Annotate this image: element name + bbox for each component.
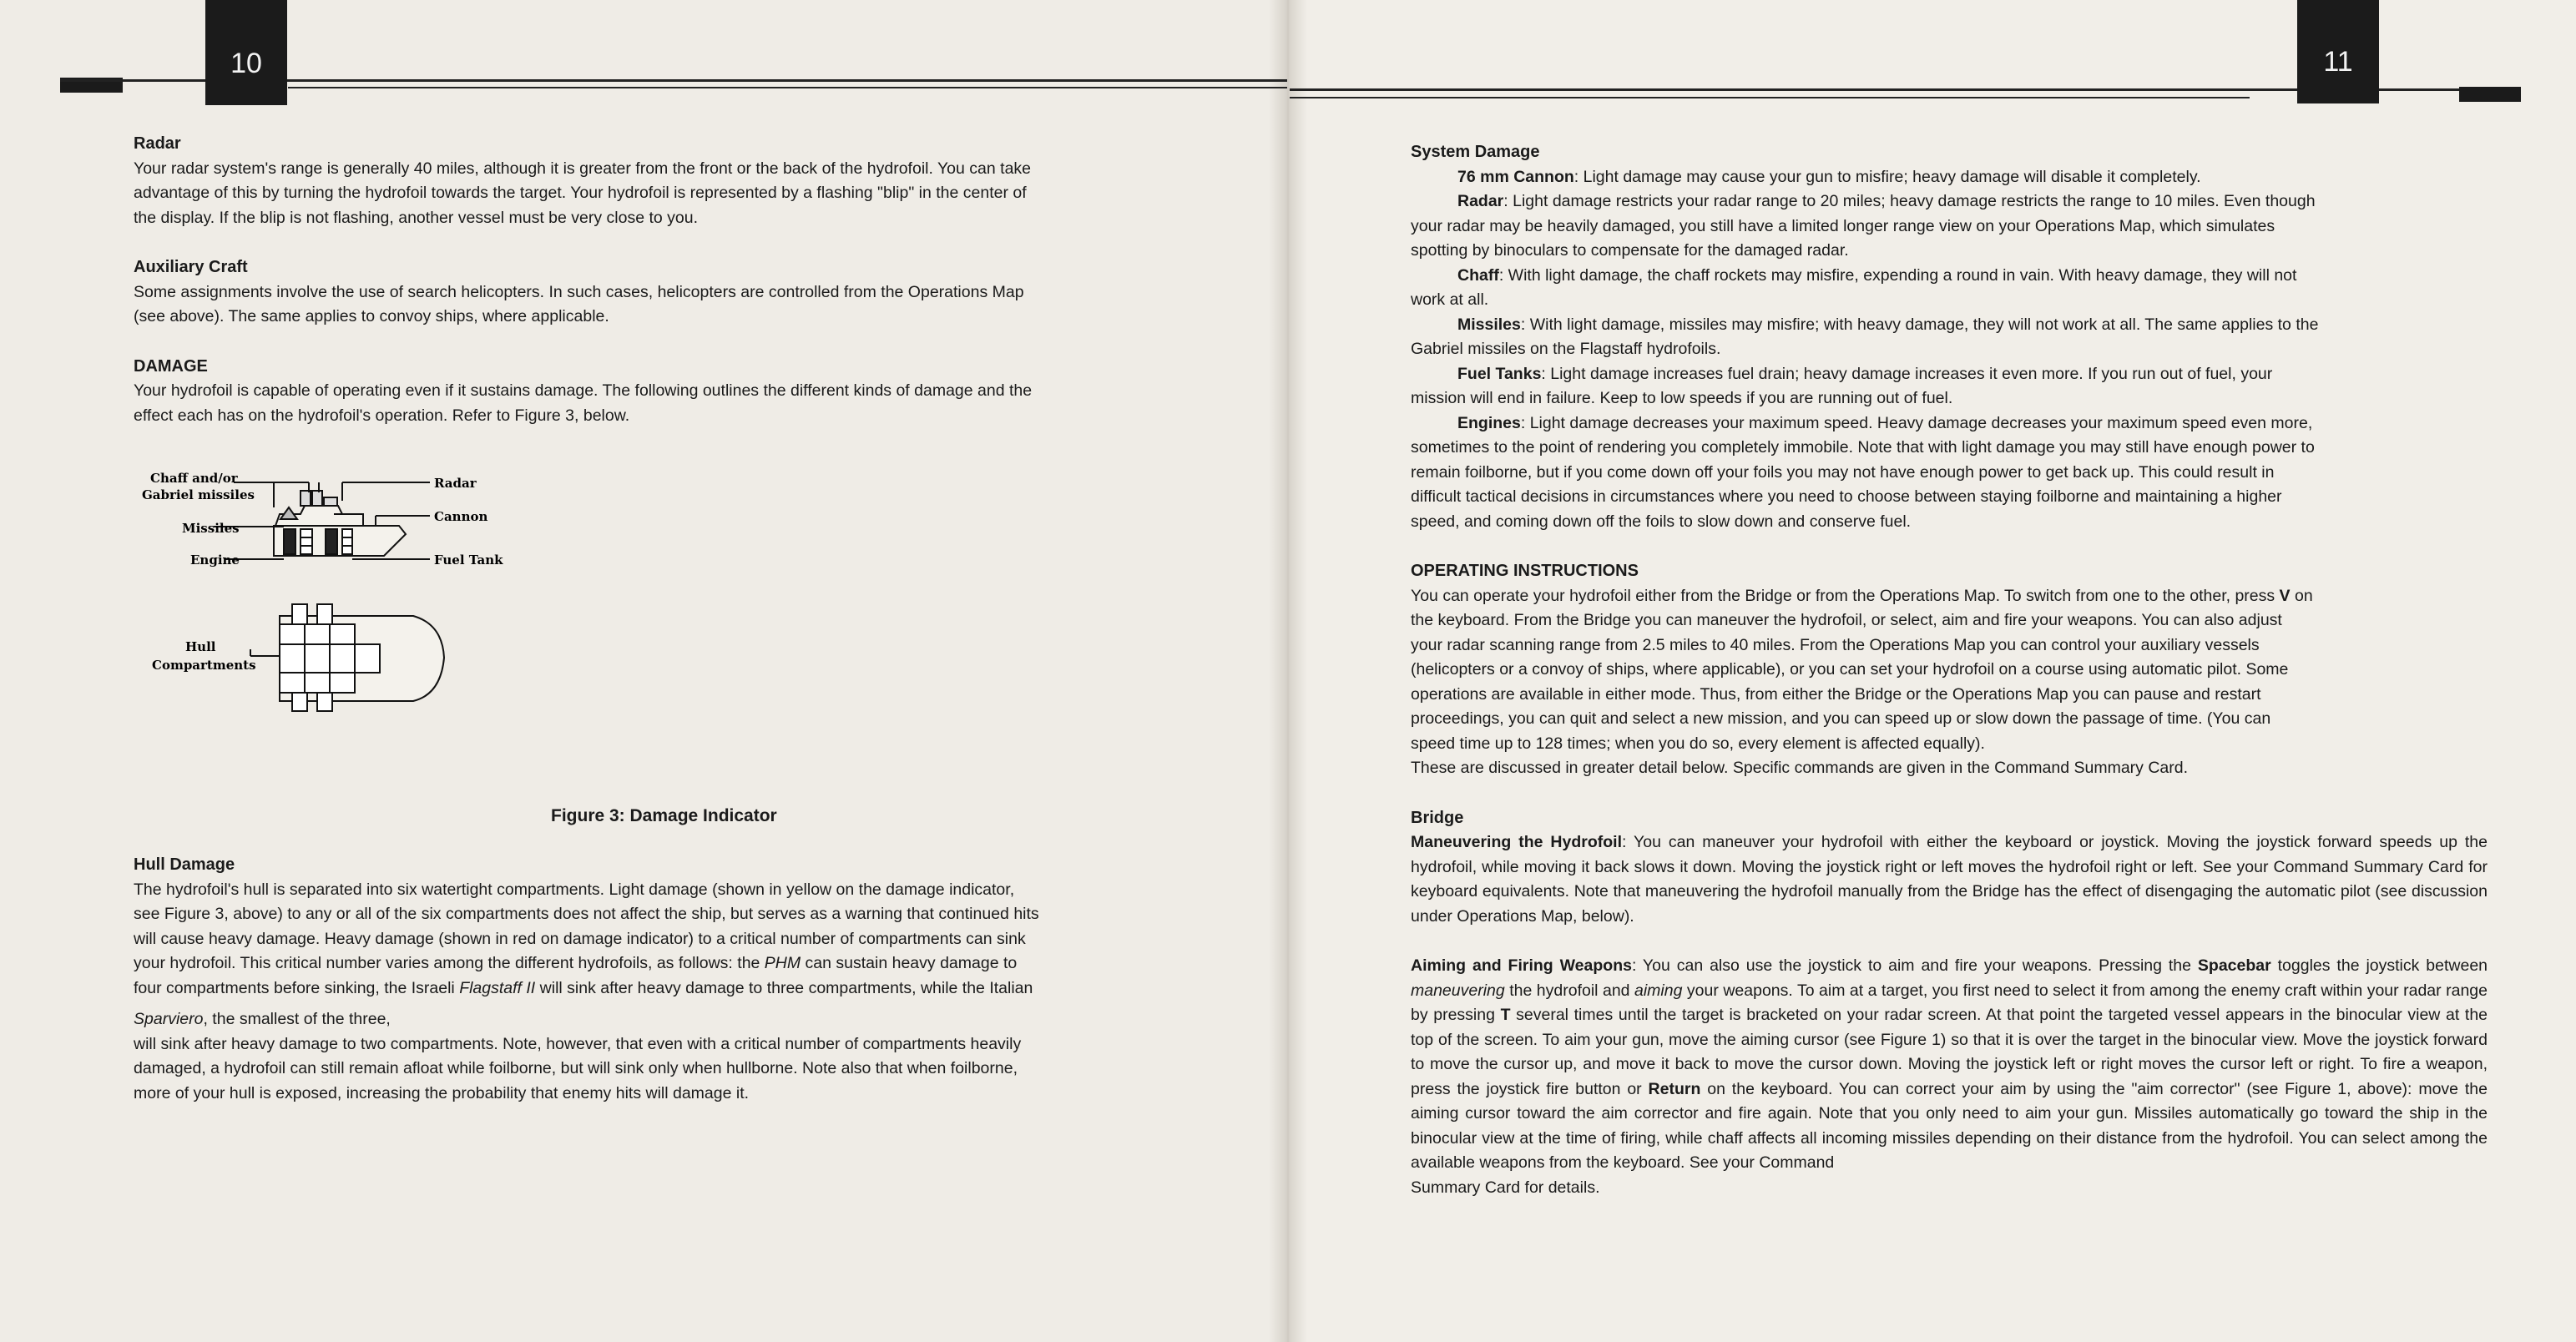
left-column — [134, 132, 1152, 428]
body-line: effect each has on the hydrofoil's operation. Refer to Figure 3, below. — [134, 406, 630, 425]
body-line: work at all. — [1411, 290, 1489, 309]
body-line: Chaff: With light damage, the chaff rockets may misfire, expending a round in vain. With heavy damage, they will not — [1457, 265, 2297, 285]
damage-indicator-diagram — [134, 457, 518, 716]
right-page-number-tab — [2297, 0, 2379, 103]
body-line: operations are available in either mode. Thus, from either the Bridge or the Operations Map you can pause and restart — [1411, 684, 2261, 704]
body-line: Your radar system's range is generally 40 miles, although it is greater from the front or the back of the hydrofoil. You can take — [134, 159, 1032, 178]
body-line: four compartments before sinking, the Israeli Flagstaff II will sink after heavy damage to three compartments, while the Italian — [134, 978, 1033, 997]
body-line: Fuel Tanks: Light damage increases fuel drain; heavy damage increases it even more. If you run out of fuel, your — [1457, 364, 2273, 383]
body-line: (see above). The same applies to convoy ships, where applicable. — [134, 307, 609, 325]
body-line: mission will end in failure. Keep to low speeds if you are running out of fuel. — [1411, 389, 1953, 407]
body-line: will sink after heavy damage to two compartments. Note, however, that even with a critical number of compartments heavily — [134, 1034, 1022, 1053]
body-line: spotting by binoculars to compensate for the damaged radar. — [1411, 241, 1849, 260]
hull-label: Hull — [185, 639, 216, 654]
missiles-label: Missiles — [182, 521, 240, 536]
body-line: your radar may be heavily damaged, you still have a limited longer range view on your Operations Map, which simulates — [1411, 216, 2275, 235]
radar-label: Radar — [434, 476, 477, 491]
body-line: 76 mm Cannon: Light damage may cause your gun to misfire; heavy damage will disable it completely. — [1457, 167, 2201, 186]
body-line: (helicopters or a convoy of ships, where applicable), or you can set your hydrofoil on a course using automatic pilot. Some — [1411, 660, 2289, 679]
body-line: Gabriel missiles on the Flagstaff hydrofoils. — [1411, 340, 1721, 358]
section-heading: Hull Damage — [134, 855, 235, 874]
page-number: 11 — [2323, 46, 2353, 78]
page-number: 10 — [230, 48, 262, 79]
right-header-rule-2 — [1290, 97, 2250, 98]
body-line: advantage of this by turning the hydrofoil towards the target. Your hydrofoil is represented by a flashing "blip" in the center of — [134, 184, 1027, 202]
body-line: more of your hull is exposed, increasing the probability that enemy hits will damage it. — [134, 1083, 750, 1102]
body-line: speed, and coming down off the foils to slow down and conserve fuel. — [1411, 512, 1912, 531]
book-gutter — [1269, 0, 1307, 1342]
body-line: your radar scanning range from 2.5 miles to 40 miles. From the Operations Map you can control your auxiliary vessels — [1411, 635, 2260, 654]
compartments-label: Compartments — [152, 658, 256, 673]
body-line: Sparviero, the smallest of the three, — [134, 1010, 391, 1028]
body-line: damaged, a hydrofoil can still remain afloat while foilborne, but will sink only when hullborne. Note also that when foilborne, — [134, 1059, 1018, 1077]
right-column — [1411, 140, 2488, 1200]
body-line: your hydrofoil. This critical number varies among the different hydrofoils, as follows: the PHM can sustain heavy damage to — [134, 954, 1018, 972]
body-line: will cause heavy damage. Heavy damage (shown in red on damage indicator) to a critical number of compartments can sink — [134, 929, 1026, 948]
left-page-number-tab — [205, 0, 287, 105]
section-heading: Radar — [134, 134, 181, 153]
body-line: sometimes to the point of rendering you completely immobile. Note that with light damage you may still have enough power to — [1411, 438, 2315, 457]
cannon-label: Cannon — [434, 509, 488, 524]
body-line: see Figure 3, above) to any or all of the six compartments does not affect the ship, but serves as a warning that continued hits — [134, 905, 1039, 923]
gabriel-label: Gabriel missiles — [142, 487, 255, 502]
body-line: Missiles: With light damage, missiles may misfire; with heavy damage, they will not work at all. The same applies to the — [1457, 315, 2319, 334]
body-line: speed time up to 128 times; when you do so, every element is affected equally). — [1411, 734, 1985, 753]
body-line: the display. If the blip is not flashing, another vessel must be very close to you. — [134, 208, 698, 227]
body-line: The hydrofoil's hull is separated into six watertight compartments. Light damage (shown in yellow on the damage indicator, — [134, 880, 1015, 899]
right-header-bar — [2459, 87, 2521, 102]
hull-damage-section — [134, 853, 1169, 1106]
section-heading: Bridge — [1411, 808, 1464, 827]
section-heading: System Damage — [1411, 143, 1540, 161]
body-line: remain foilborne, but if you come down off your foils you may not have enough power to get back up. This could result in — [1411, 462, 2275, 482]
body-paragraph: Maneuvering the Hydrofoil: You can maneuver your hydrofoil with either the keyboard or joystick. Moving the joystick forward speeds up the hydrofoil, while moving it back slows it down. Moving the joystick right or left moves the hydrofoil right or left. See your Command Summary Card for keyboard equivalents. Note that maneuvering the hydrofoil manually from the Bridge has the effect of disengaging the automatic pilot (see discussion under Operations Map, below). — [1411, 833, 2488, 926]
body-line: proceedings, you can quit and select a new mission, and you can speed up or slow down the passage of time. (You can — [1411, 709, 2271, 728]
fuel-tank-label: Fuel Tank — [434, 552, 503, 568]
figure-caption: Figure 3: Damage Indicator — [551, 806, 777, 825]
left-header-rule-2 — [288, 87, 1287, 88]
section-heading: Auxiliary Craft — [134, 258, 248, 276]
body-line: Summary Card for details. — [1411, 1178, 1600, 1197]
section-heading: OPERATING INSTRUCTIONS — [1411, 562, 1639, 580]
body-line: Some assignments involve the use of search helicopters. In such cases, helicopters are controlled from the Operations Map — [134, 282, 1024, 301]
body-line: difficult tactical decisions in circumstances where you need to choose between staying foilborne and maintaining a higher — [1411, 487, 2282, 506]
body-line: These are discussed in greater detail below. Specific commands are given in the Command Summary Card. — [1411, 759, 2189, 777]
section-heading: DAMAGE — [134, 356, 208, 376]
body-line: Radar: Light damage restricts your radar range to 20 miles; heavy damage restricts the range to 10 miles. Even though — [1457, 192, 2316, 210]
body-line: the keyboard. From the Bridge you can maneuver the hydrofoil, or select, aim and fire your weapons. You can also adjust — [1411, 611, 2282, 629]
body-line: Engines: Light damage decreases your maximum speed. Heavy damage decreases your maximum speed even more, — [1457, 413, 2313, 432]
body-line: Your hydrofoil is capable of operating even if it sustains damage. The following outlines the different kinds of damage and the — [134, 381, 1033, 400]
body-paragraph: Aiming and Firing Weapons: You can also use the joystick to aim and fire your weapons. Pressing the Spacebar toggles the joystick between maneuvering the hydrofoil and aiming your weapons. To aim at a target, you first need to select it from among the enemy craft within your radar range by pressing T several times until the target is bracketed on your radar screen. At that point the targeted vessel appears in the binocular view at the top of the screen. To aim your gun, move the aiming cursor (see Figure 1) so that it is over the target in the binocular view. Move the joystick forward to move the cursor up, and move it back to move the cursor down. Moving the joystick left or right moves the cursor left or right. To fire a weapon, press the joystick fire button or Return on the keyboard. You can correct your aim by using the "aim corrector" (see Figure 1, above): move the aiming cursor toward the aim corrector and fire again. Note that you only need to aim your gun. Missiles automatically go toward the ship in the binocular view at the time of firing, while chaff affects all incoming missiles depending on their distance from the hydrofoil. You can select among the available weapons from the keyboard. See your Command — [1411, 956, 2488, 1172]
chaff-label: Chaff and/or — [150, 471, 238, 486]
engine-label: Engine — [190, 552, 240, 568]
body-line: You can operate your hydrofoil either from the Bridge or from the Operations Map. To switch from one to the other, press V on — [1411, 586, 2313, 605]
